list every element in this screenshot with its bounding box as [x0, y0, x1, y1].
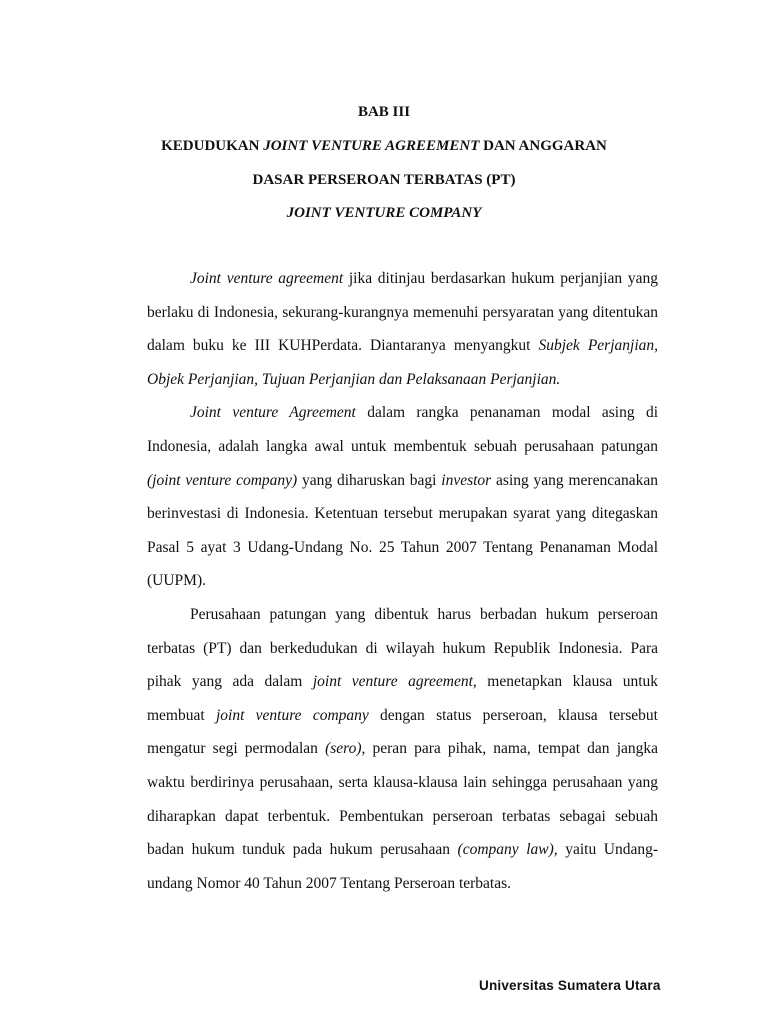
paragraph-line: [147, 672, 658, 692]
italic-text: Joint venture agreement: [190, 270, 344, 287]
text: berlaku di Indonesia, sekurang-kurangnya memenuhi persyaratan yang ditentukan: [147, 304, 658, 321]
paragraph-line: [147, 807, 658, 827]
italic-text: (joint venture company): [147, 472, 298, 489]
italic-text: investor: [441, 472, 492, 489]
paragraph-line: [147, 370, 658, 390]
text: menetapkan klausa untuk: [476, 673, 658, 690]
paragraph-line: [147, 706, 658, 726]
footer-institution: Universitas Sumatera Utara: [479, 978, 661, 993]
text: undang Nomor 40 Tahun 2007 Tentang Perseroan terbatas.: [147, 875, 512, 892]
paragraph-line: [147, 739, 658, 759]
text: dalam rangka penanaman modal asing di: [355, 404, 658, 421]
text: dalam buku ke III KUHPerdata. Diantaranya menyangkut: [147, 337, 539, 354]
text: terbatas (PT) dan berkedudukan di wilayah hukum Republik Indonesia. Para: [147, 640, 658, 657]
chapter-title-line-3: JOINT VENTURE COMPANY: [286, 205, 482, 221]
paragraph-line: [147, 336, 658, 356]
paragraph-line: [147, 471, 658, 491]
title-text: DAN ANGGARAN: [479, 138, 607, 154]
paragraph-line: [147, 538, 658, 558]
paragraph-line: [190, 403, 658, 423]
italic-text: Objek Perjanjian, Tujuan Perjanjian dan Pelaksanaan Perjanjian.: [147, 371, 561, 388]
italic-text: Subjek Perjanjian,: [538, 337, 659, 354]
text: Indonesia, adalah langka awal untuk membentuk sebuah perusahaan patungan: [147, 438, 658, 455]
title-text: KEDUDUKAN: [161, 138, 264, 154]
paragraph-line: [147, 303, 658, 323]
text: membuat: [147, 707, 216, 724]
text: Perusahaan patungan yang dibentuk harus berbadan hukum perseroan: [190, 606, 658, 623]
italic-text: (company law),: [457, 841, 558, 858]
paragraph-line: [147, 504, 658, 524]
italic-text: joint venture agreement,: [312, 673, 477, 690]
title-text-italic: JOINT VENTURE AGREEMENT: [263, 138, 480, 154]
text: waktu berdirinya perusahaan, serta klausa-klausa lain sehingga perusahaan yang: [147, 774, 658, 791]
text: asing yang merencanakan: [491, 472, 658, 489]
text: badan hukum tunduk pada hukum perusahaan: [147, 841, 458, 858]
paragraph-line: [147, 437, 658, 457]
paragraph-line: [147, 874, 658, 894]
paragraph-line: [147, 639, 658, 659]
text: mengatur segi permodalan: [147, 740, 326, 757]
text: (UUPM).: [147, 572, 206, 589]
text: berinvestasi di Indonesia. Ketentuan tersebut merupakan syarat yang ditegaskan: [147, 505, 658, 522]
text: dengan status perseroan, klausa tersebut: [368, 707, 658, 724]
text: peran para pihak, nama, tempat dan jangka: [365, 740, 659, 757]
chapter-title-line-1: [0, 136, 768, 156]
paragraph-line: [147, 773, 658, 793]
paragraph-line: [147, 571, 658, 591]
italic-text: Joint venture Agreement: [190, 404, 356, 421]
text: diharapkan dapat terbentuk. Pembentukan perseroan terbatas sebagai sebuah: [147, 808, 658, 825]
paragraph-line: [190, 269, 658, 289]
text: pihak yang ada dalam: [147, 673, 313, 690]
chapter-heading: BAB III: [357, 104, 411, 120]
italic-text: joint venture company: [215, 707, 369, 724]
text: jika ditinjau berdasarkan hukum perjanjian yang: [343, 270, 658, 287]
text: yang diharuskan bagi: [297, 472, 442, 489]
text: Pasal 5 ayat 3 Udang-Undang No. 25 Tahun 2007 Tentang Penanaman Modal: [147, 539, 658, 556]
paragraph-line: [147, 840, 658, 860]
chapter-title-line-2: DASAR PERSEROAN TERBATAS (PT): [252, 172, 516, 188]
italic-text: (sero),: [325, 740, 366, 757]
text: yaitu Undang-: [557, 841, 658, 858]
paragraph-line: [190, 605, 658, 625]
